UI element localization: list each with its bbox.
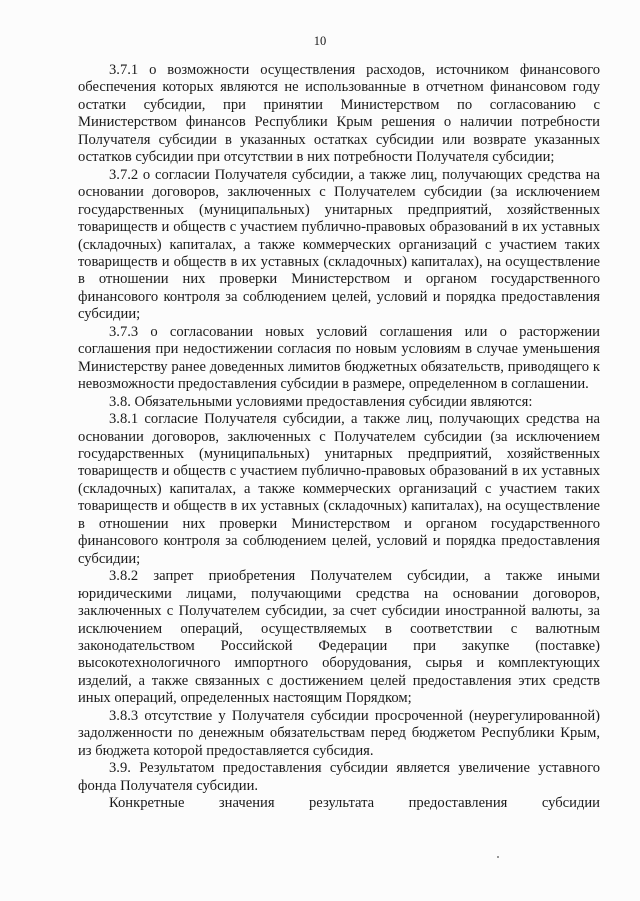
paragraph-3-8-2: 3.8.2 запрет приобретения Получателем субсидии, а также иными юридическими лицами, получающими средства на основании договоров, заключенных с Получателем субсидии, за счет субсидии иностранной валюты, за исключением операций, осуществляемых в соответствии с валютным законодательством Российской Федерации при закупке (поставке) высокотехнологичного импортного оборудования, сырья и комплектующих изделий, а также связанных с достижением целей предоставления этих средств иных операций, определенных настоящим Порядком; [78, 568, 600, 707]
paragraph-3-7-1: 3.7.1 о возможности осуществления расходов, источником финансового обеспечения которых являются не использованные в отчетном финансовом году остатки субсидии, при принятии Министерством по согласованию с Министерством финансов Республики Крым решения о наличии потребности Получателя субсидии в указанных остатках субсидии или возврате указанных остатков субсидии при отсутствии в них потребности Получателя субсидии; [78, 62, 600, 166]
scan-speck [497, 856, 499, 858]
page-number: 10 [313, 34, 327, 48]
paragraph-3-8-3: 3.8.3 отсутствие у Получателя субсидии просроченной (неурегулированной) задолженности по денежным обязательствам перед бюджетом Республики Крым, из бюджета которой предоставляется субсидия. [78, 707, 600, 759]
paragraph-continuation: Конкретные значения результата предоставления субсидии [109, 795, 600, 812]
paragraph-3-8-1: 3.8.1 согласие Получателя субсидии, а также лиц, получающих средства на основании договоров, заключенных с Получателем субсидии (за исключением государственных (муниципальных) унитарных предприятий, хозяйственных товариществ и обществ с участием публично-правовых образований в их уставных (складочных) капиталах, а также коммерческих организаций с участием таких товариществ и обществ в их уставных (складочных) капиталах), на осуществление в отношении них проверки Министерством и органом государственного финансового контроля за соблюдением целей, условий и порядка предоставления субсидии; [78, 411, 600, 567]
paragraph-3-9: 3.9. Результатом предоставления субсидии является увеличение уставного фонда Получателя субсидии. [78, 760, 600, 794]
document-body [78, 62, 600, 812]
paragraph-3-8: 3.8. Обязательными условиями предоставления субсидии являются: [109, 393, 533, 410]
paragraph-3-7-2: 3.7.2 о согласии Получателя субсидии, а также лиц, получающих средства на основании договоров, заключенных с Получателем субсидии (за исключением государственных (муниципальных) унитарных предприятий, хозяйственных товариществ и обществ с участием публично-правовых образований в их уставных (складочных) капиталах, а также коммерческих организаций с участием таких товариществ и обществ в их уставных (складочных) капиталах), на осуществление в отношении них проверки Министерством и органом государственного финансового контроля за соблюдением целей, условий и порядка предоставления субсидии; [78, 166, 600, 323]
paragraph-3-7-3: 3.7.3 о согласовании новых условий соглашения или о расторжении соглашения при недостижении согласия по новым условиям в случае уменьшения Министерству ранее доведенных лимитов бюджетных обязательств, приводящего к невозможности предоставления субсидии в размере, определенном в соглашении. [78, 323, 600, 393]
